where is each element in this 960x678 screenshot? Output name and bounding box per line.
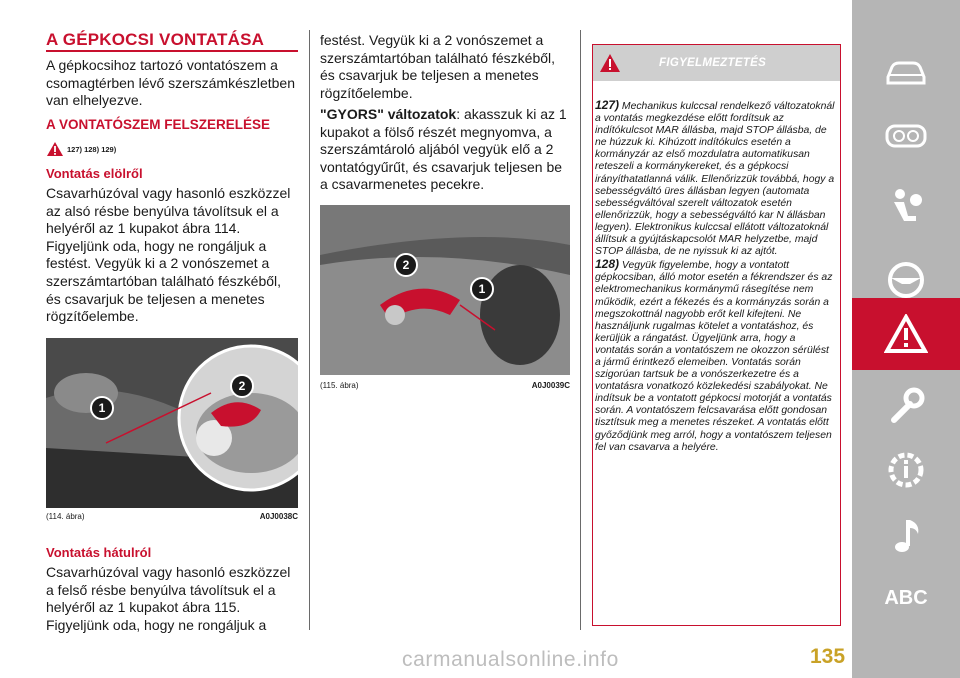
warning-title: FIGYELMEZTETÉS	[659, 57, 767, 69]
rear-bumper-image	[320, 205, 570, 375]
warning-ref-128: 128)	[595, 257, 620, 272]
continued-text: festést. Vegyük ki a 2 vonószemet a szerszámtartóban található fészkéből, és csavarjuk be teljesen a menetes rögzítőelembe.	[320, 32, 556, 101]
warning-text	[595, 99, 837, 454]
warning-triangle-icon[interactable]	[852, 298, 960, 370]
intro-paragraph: A gépkocsihoz tartozó vontatószem a csomagtérben lévő szerszámkészletben van elhelyezve.	[46, 57, 296, 109]
gyors-label: "GYORS" változatok	[320, 106, 457, 122]
wrench-icon[interactable]	[852, 370, 960, 442]
callout-2: 2	[230, 374, 254, 398]
abc-label: ABC	[884, 586, 928, 609]
figure-114-label: (114. ábra)	[46, 512, 85, 521]
rear-towing-heading: Vontatás hátulról	[46, 545, 152, 560]
callout-1: 1	[470, 277, 494, 301]
warning-box	[592, 44, 841, 626]
front-bumper-image	[46, 338, 298, 508]
warning-header	[593, 45, 840, 81]
section-title: A VONTATÓSZEM FELSZERELÉSE	[46, 117, 271, 132]
warning-triangle-icon	[599, 53, 621, 73]
abc-index[interactable]	[852, 562, 960, 634]
warning-127-text: Mechanikus kulccsal rendelkező változatoknál a vontatás megkezdése előtt fordítsuk az indítókulcsot MAR állásba, majd STOP állásba, de ne húzzuk ki. Kihúzott indítókulcs esetén a kormányzár az első mozdulatra automatikusan reteszeli a kormánykereket, és a gépkocsi irányíthatatlanná válik. Ellenőrizzük továbbá, hogy a sebességváltó üres állásban legyen (automata sebességváltóval szerelt változatok esetén ellenőrizzük, hogy a sebességváltó kar N állásban legyen). Elektronikus kulccsal ellátott változatoknál állítsuk a gyújtáskapcsolót MAR helyzetbe, majd STOP állásba, de ne nyissuk ki az ajtót.	[595, 101, 835, 258]
figure-115-code: A0J0039C	[531, 381, 570, 390]
gear-info-icon[interactable]	[852, 434, 960, 506]
dashboard-gauges-icon[interactable]	[852, 100, 960, 172]
figure-115-label: (115. ábra)	[320, 381, 359, 390]
warning-128-text: Vegyük figyelembe, hogy a vontatott gépkocsiban, álló motor esetén a fékrendszer és az elektromechanikus kormánymű rásegítése nem működik, ezért a fékezés és a kormányzás során a megszokottnál nagyobb erőt kell kifejteni. Ne használjunk rugalmas kötelet a vontatáshoz, és kerüljük a rángatást. Ügyeljünk arra, hogy a vontatás során a vontatószem ne okozzon sérülést a jármű érintkező elemeiben. Vontatás során szigorúan tartsuk be a vonószerkezetre és a vontatásra vonatkozó közlekedési szabályokat. Ne indítsuk be a vontatott gépkocsi motorját a vontatás során. A vontatószem felcsavarása előtt gondosan tisztítsuk meg a menetes részeket. A vontatás előtt győződjünk meg arról, hogy a vontatószem teljesen fel van csavarva a helyére.	[595, 260, 833, 453]
figure-114	[46, 338, 298, 508]
page-title: A GÉPKOCSI VONTATÁSA	[46, 30, 265, 49]
gyors-paragraph	[320, 106, 572, 194]
front-towing-heading: Vontatás elölről	[46, 166, 143, 181]
warning-triangle-icon	[46, 141, 64, 157]
column-divider	[580, 30, 581, 630]
page-number: 135	[810, 645, 846, 668]
callout-2: 2	[394, 253, 418, 277]
airbag-person-icon[interactable]	[852, 170, 960, 242]
chapter-sidebar	[852, 0, 960, 678]
warning-references: 127) 128) 129)	[67, 145, 117, 154]
rear-towing-text: Csavarhúzóval vagy hasonló eszközzel a felső résbe benyúlva távolítsuk el a helyéről az 1 kupakot ábra 115. Figyeljünk oda, hogy ne rongáljuk a	[46, 564, 291, 633]
warning-ref-127: 127)	[595, 98, 620, 112]
gyors-text: : akasszuk ki az 1 kupakot a fölső részét megnyomva, a szerszámtároló aljából vegyük elő a 2 vontatógyűrűt, és csavarjuk teljesen be a csavarmenetes pecekre.	[320, 106, 567, 193]
car-icon[interactable]	[852, 36, 960, 108]
figure-114-caption	[46, 512, 298, 521]
callout-1: 1	[90, 396, 114, 420]
title-divider	[46, 50, 298, 52]
front-towing-text: Csavarhúzóval vagy hasonló eszközzel az alsó résbe benyúlva távolítsuk el a helyéről az 1 kupakot ábra 114. Figyeljünk oda, hogy ne rongáljuk a festést. Vegyük ki a 2 vonószemet a szerszámtartóban található fészkéből, és csavarjuk be teljesen a menetes rögzítőelembe.	[46, 185, 291, 325]
figure-114-code: A0J0038C	[259, 512, 298, 521]
watermark: carmanualsonline.info	[402, 648, 619, 671]
figure-115-caption	[320, 381, 570, 390]
figure-115	[320, 205, 570, 375]
column-divider	[309, 30, 310, 630]
